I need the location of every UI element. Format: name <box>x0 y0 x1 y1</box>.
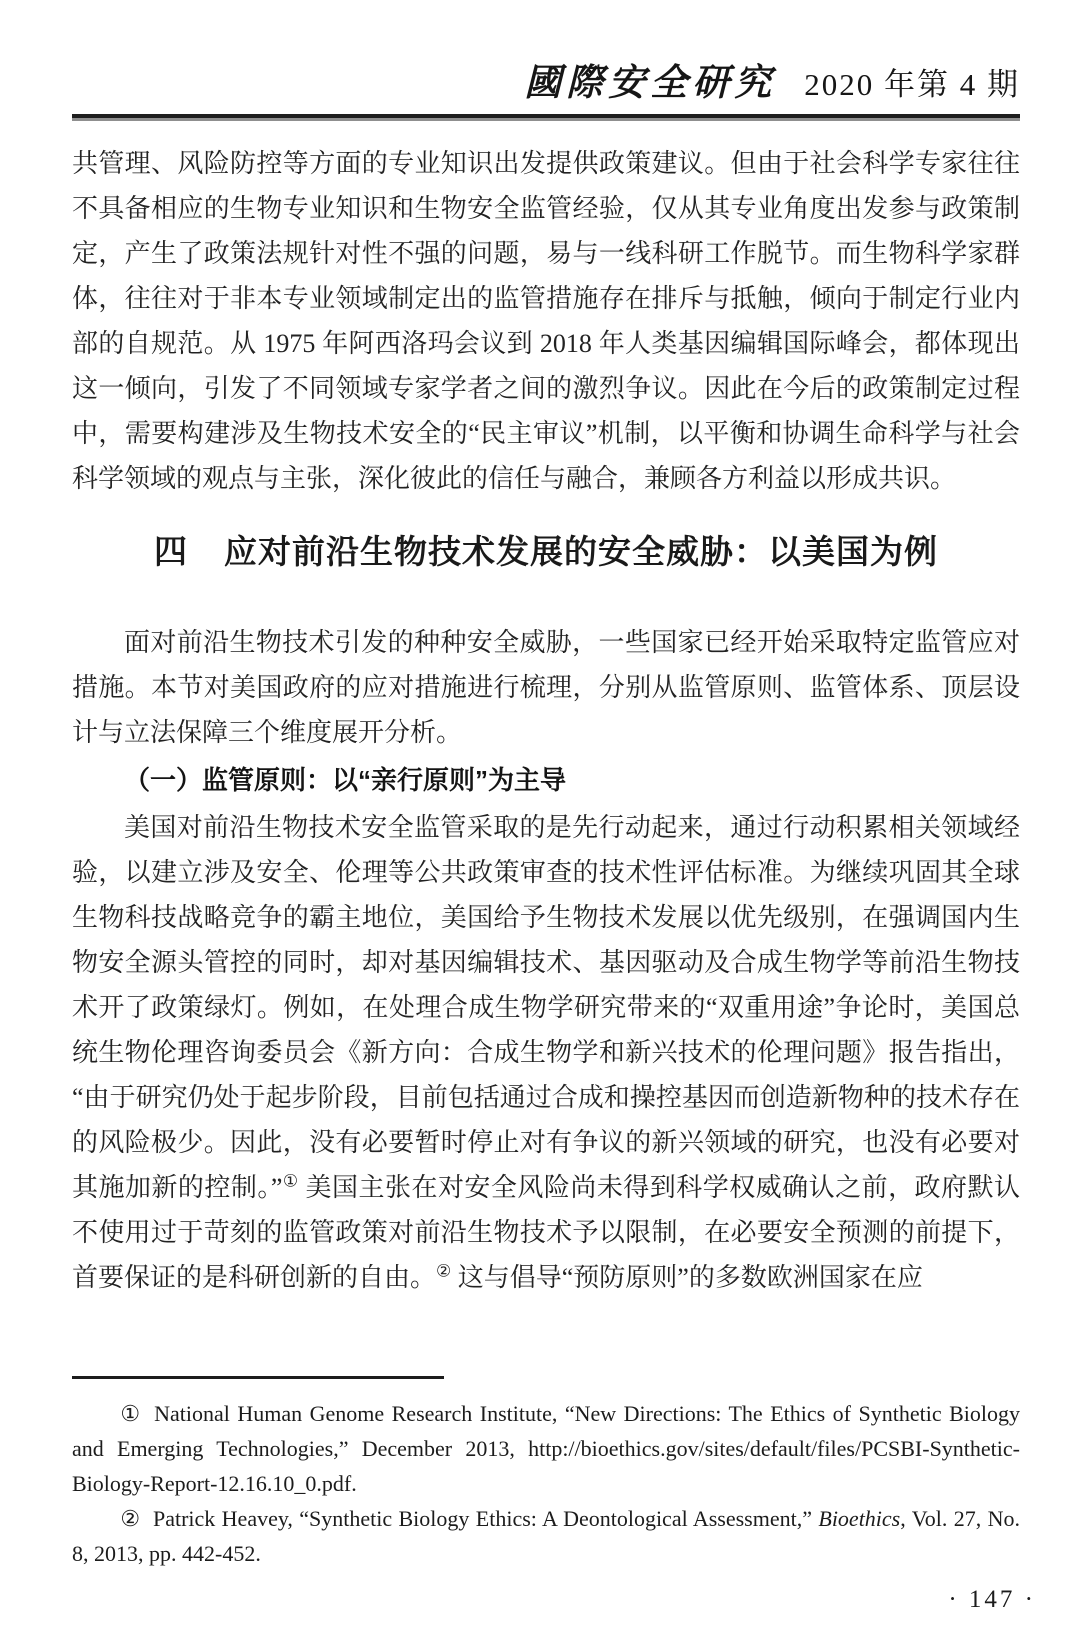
footnote-ref-1: ① <box>282 1171 299 1191</box>
footnote-2-text-before: Patrick Heavey, “Synthetic Biology Ethics: A Deontological Assessment,” <box>152 1506 819 1531</box>
section-title: 应对前沿生物技术发展的安全威胁：以美国为例 <box>224 535 938 571</box>
section-number: 四 <box>154 535 188 571</box>
page-number: · 147 · <box>948 1586 1036 1613</box>
paragraph-main-part2: 美国主张在对安全风险尚未得到科学权威确认之前，政府默认不使用过于苛刻的监管政策对前沿生物技术予以限制，在必要安全预测的前提下，首要保证的是科研创新的自由。 <box>72 1173 1020 1292</box>
footnote-1-text: National Human Genome Research Institute, “New Directions: The Ethics of Synthetic Biology and Emerging Technologies,” December 2013, http://bioethics.gov/sites/default/files/PCSBI-Synthetic-Biology-Report-12.16.10_0.pdf. <box>72 1401 1020 1496</box>
footnote-1-marker: ① <box>120 1401 143 1426</box>
footnote-2-marker: ② <box>120 1506 141 1531</box>
paragraph-main <box>72 805 1020 1300</box>
running-head <box>72 52 1020 114</box>
paragraph-main-part3: 这与倡导“预防原则”的多数欧洲国家在应 <box>451 1263 923 1292</box>
article-body <box>72 141 1020 1300</box>
footnote-ref-2: ② <box>436 1261 452 1281</box>
footnotes-section <box>72 1376 1020 1571</box>
issue-info: 2020 年第 4 期 <box>804 67 1020 102</box>
paragraph-continuation: 共管理、风险防控等方面的专业知识出发提供政策建议。但由于社会科学专家往往不具备相应的生物专业知识和生物安全监管经验，仅从其专业角度出发参与政策制定，产生了政策法规针对性不强的问题，易与一线科研工作脱节。而生物科学家群体，往往对于非本专业领域制定出的监管措施存在排斥与抵触，倾向于制定行业内部的自规范。从 1975 年阿西洛玛会议到 2018 年人类基因编辑国际峰会，都体现出这一倾向，引发了不同领域专家学者之间的激烈争议。因此在今后的政策制定过程中，需要构建涉及生物技术安全的“民主审议”机制，以平衡和协调生命科学与社会科学领域的观点与主张，深化彼此的信任与融合，兼顾各方利益以形成共识。 <box>72 149 1020 493</box>
footnote-2-journal-title: Bioethics <box>818 1506 901 1531</box>
footnotes-divider-rule <box>72 1376 444 1379</box>
header-divider-rule <box>72 114 1020 121</box>
paragraph-intro: 面对前沿生物技术引发的种种安全威胁，一些国家已经开始采取特定监管应对措施。本节对美国政府的应对措施进行梳理，分别从监管原则、监管体系、顶层设计与立法保障三个维度展开分析。 <box>72 628 1020 747</box>
subsection-heading: （一）监管原则：以“亲行原则”为主导 <box>124 765 567 795</box>
paragraph-main-part1: 美国对前沿生物技术安全监管采取的是先行动起来，通过行动积累相关领域经验，以建立涉及安全、伦理等公共政策审查的技术性评估标准。为继续巩固其全球生物科技战略竞争的霸主地位，美国给予生物技术发展以优先级别，在强调国内生物安全源头管控的同时，却对基因编辑技术、基因驱动及合成生物学等前沿生物技术开了政策绿灯。例如，在处理合成生物学研究带来的“双重用途”争论时，美国总统生物伦理咨询委员会《新方向：合成生物学和新兴技术的伦理问题》报告指出，“由于研究仍处于起步阶段，目前包括通过合成和操控基因而创造新物种的技术存在的风险极少。因此，没有必要暂时停止对有争议的新兴领域的研究，也没有必要对其施加新的控制。” <box>72 813 1020 1202</box>
footnote-1 <box>72 1396 1020 1501</box>
footnote-2-text-after: , Vol. 27, No. 8, 2013, pp. 442-452. <box>72 1506 1020 1566</box>
journal-name: 國際安全研究 <box>524 63 777 104</box>
footnote-2 <box>72 1501 1020 1571</box>
section-heading <box>72 531 1020 576</box>
